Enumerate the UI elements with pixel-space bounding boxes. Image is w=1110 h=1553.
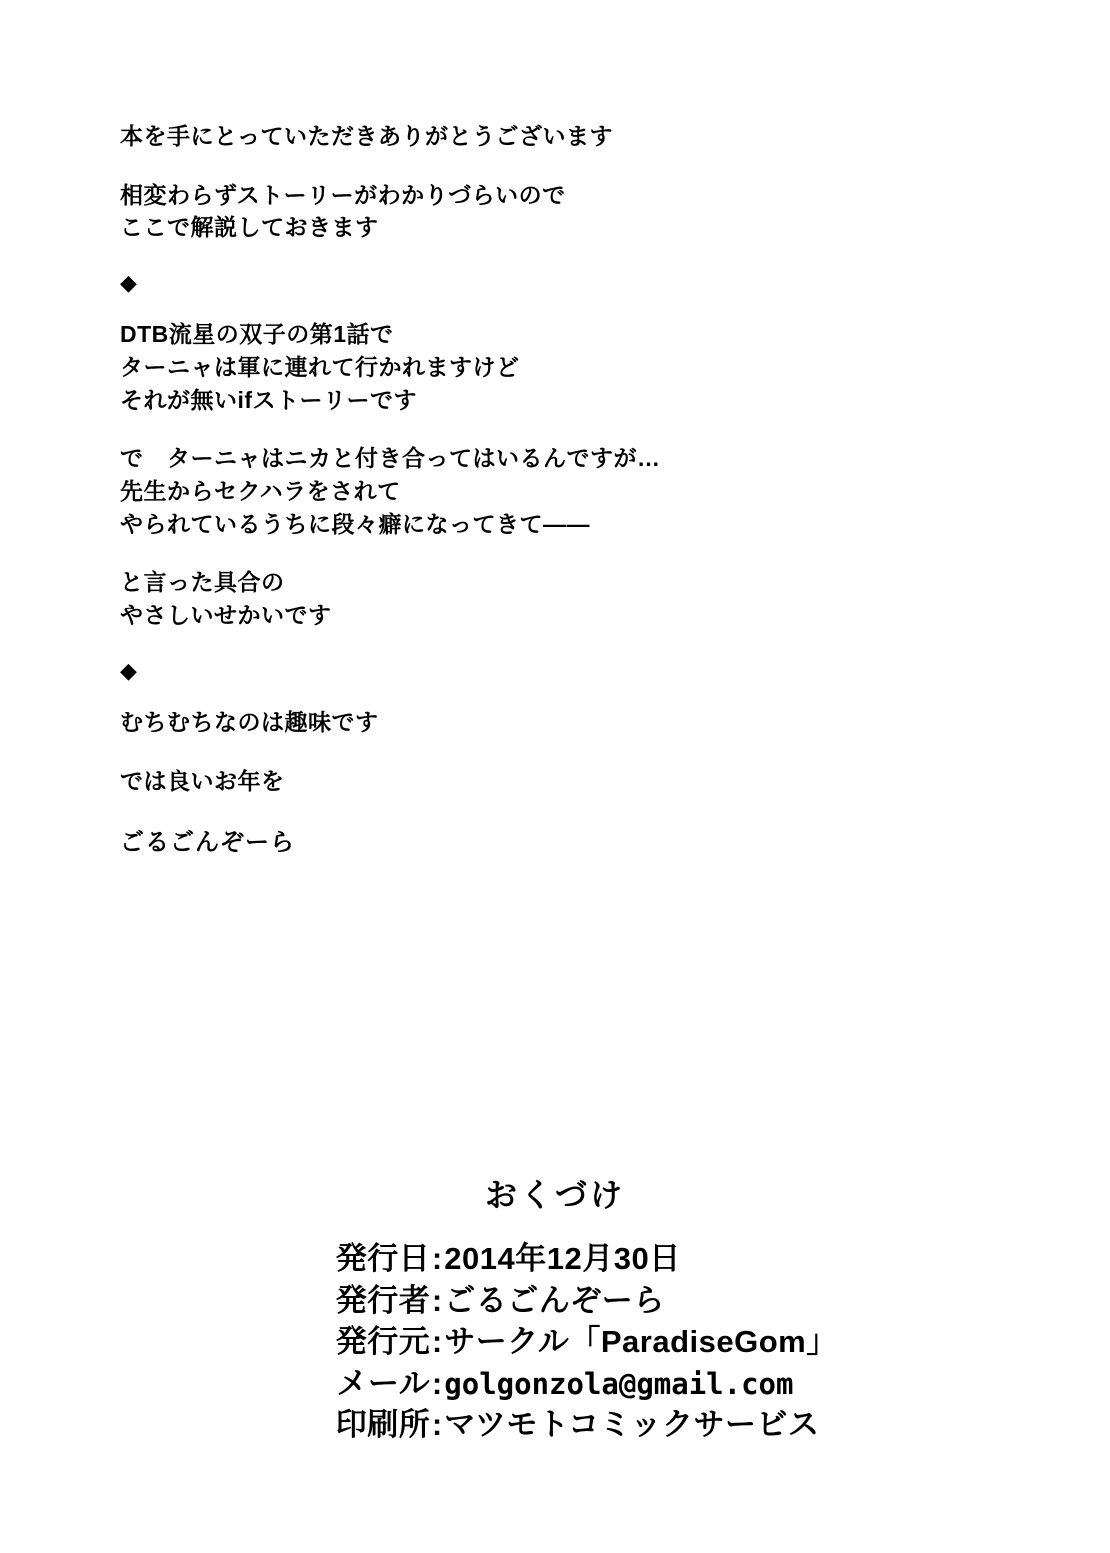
colophon-table <box>272 1238 837 1446</box>
afterword-line: 相変わらずストーリーがわかりづらいので <box>120 181 566 208</box>
afterword-line: で ターニャはニカと付き合ってはいるんですが… <box>120 445 661 472</box>
diamond-ornament: ◆ <box>120 657 137 683</box>
colophon-row-label: 発行日 <box>335 1241 431 1276</box>
afterword-paragraph <box>120 765 920 798</box>
afterword-line: ここで解説しておきます <box>120 214 379 241</box>
afterword-paragraph <box>120 566 920 631</box>
afterword-line: むちむちなのは趣味です <box>120 709 379 735</box>
afterword-paragraph <box>120 318 920 416</box>
afterword-line: と言った具合の <box>120 569 285 596</box>
afterword-line: 先生からセクハラをされて <box>120 477 401 504</box>
colophon-row-value: マツモトコミックサービス <box>444 1407 820 1443</box>
colophon-row-separator: : <box>431 1241 443 1276</box>
colophon-row <box>272 1280 837 1322</box>
afterword-paragraph <box>120 442 920 540</box>
author-signature: ごるごんぞーら <box>120 829 295 856</box>
afterword-line: ターニャは軍に連れて行かれますけど <box>120 354 520 381</box>
afterword-paragraph <box>120 179 920 244</box>
colophon-row-label: 印刷所 <box>335 1407 431 1443</box>
afterword-paragraph <box>120 120 920 153</box>
colophon-row <box>272 1238 837 1280</box>
diamond-ornament: ◆ <box>120 269 137 295</box>
afterword-line: やさしいせかいです <box>120 601 332 628</box>
colophon-title: おくづけ <box>484 1177 625 1213</box>
colophon-row-value: 2014年12月30日 <box>444 1241 681 1276</box>
colophon-row <box>272 1404 837 1446</box>
colophon-row-value: ごるごんぞーら <box>444 1282 665 1318</box>
colophon-row-separator: : <box>431 1324 443 1360</box>
colophon-row-separator: : <box>431 1365 443 1401</box>
colophon-row-separator: : <box>431 1282 443 1318</box>
afterword-line: 本を手にとっていただきありがとうございます <box>120 123 614 149</box>
afterword-line: では良いお年を <box>120 767 285 794</box>
afterword-line: それが無いifストーリーです <box>120 386 418 413</box>
colophon-row-label: 発行者 <box>335 1282 431 1318</box>
afterword-paragraph <box>120 706 920 739</box>
colophon-row-value: サークル「ParadiseGom」 <box>444 1324 838 1360</box>
colophon-row-label: 発行元 <box>335 1324 431 1360</box>
colophon-row <box>272 1321 837 1363</box>
colophon-row <box>272 1363 837 1405</box>
colophon-row-label: メール <box>336 1365 431 1401</box>
afterword-section <box>120 120 920 823</box>
colophon-row-value: golgonzola@gmail.com <box>444 1366 794 1401</box>
colophon-section <box>0 1170 1110 1446</box>
afterword-line: DTB流星の双子の第1話で <box>120 321 394 348</box>
afterword-line: やられているうちに段々癖になってきて—— <box>120 510 590 537</box>
colophon-row-separator: : <box>431 1407 443 1443</box>
